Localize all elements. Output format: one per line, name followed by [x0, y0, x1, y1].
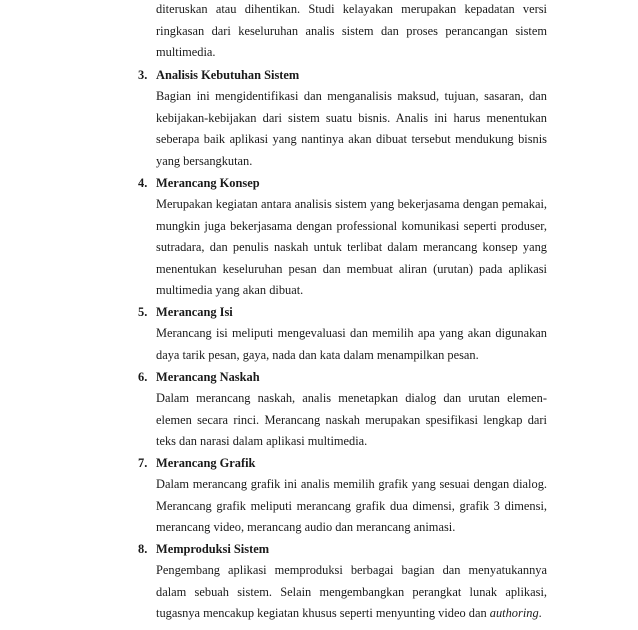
section-heading-merancang-naskah	[138, 369, 558, 385]
section-number: 4.	[138, 176, 148, 190]
section-title: Analisis Kebutuhan Sistem	[156, 68, 300, 82]
section-body-merancang-naskah: Dalam merancang naskah, analis menetapkan dialog dan urutan elemen-elemen secara rinci. Merancang naskah merupakan spesifikasi lengkap dari teks dan narasi dalam aplikasi multimedia.	[156, 391, 547, 449]
section-number: 8.	[138, 542, 148, 556]
body-text: Pengembang aplikasi memproduksi berbagai bagian dan menyatukannya dalam sebuah sistem. Selain mengembangkan perangkat lunak aplikasi, tugasnya mencakup kegiatan khusus seperti menyunting video dan	[156, 563, 547, 621]
section-title: Merancang Konsep	[156, 176, 260, 190]
section-heading-merancang-konsep	[138, 175, 558, 191]
section-title: Merancang Isi	[156, 305, 233, 319]
section-body-merancang-grafik: Dalam merancang grafik ini analis memilih grafik yang sesuai dengan dialog. Merancang grafik meliputi merancang grafik dua dimensi, grafik 3 dimensi, merancang video, merancang audio dan merancang animasi.	[156, 477, 547, 535]
section-title: Merancang Naskah	[156, 370, 260, 384]
section-number: 6.	[138, 370, 148, 384]
section-title: Merancang Grafik	[156, 456, 256, 470]
section-heading-memproduksi-sistem	[138, 541, 558, 557]
section-number: 7.	[138, 456, 148, 470]
section-heading-merancang-grafik	[138, 455, 558, 471]
intro-paragraph: diteruskan atau dihentikan. Studi kelayakan merupakan kepadatan versi ringkasan dari keseluruhan analis sistem dan proses perancangan sistem multimedia.	[156, 2, 547, 60]
body-text-end: .	[538, 606, 542, 621]
section-body-merancang-konsep: Merupakan kegiatan antara analisis sistem yang bekerjasama dengan pemakai, mungkin juga bekerjasama dengan professional komunikasi seperti produser, sutradara, dan penulis naskah untuk terlibat dalam merancang konsep yang menentukan keseluruhan pesan dan membuat aliran (urutan) pada aplikasi multimedia yang akan dibuat.	[156, 197, 547, 298]
section-body-memproduksi-sistem	[156, 560, 547, 625]
italic-term-authoring: authoring	[489, 606, 539, 621]
section-heading-merancang-isi	[138, 304, 558, 320]
section-number: 3.	[138, 68, 148, 82]
section-number: 5.	[138, 305, 148, 319]
section-body-merancang-isi: Merancang isi meliputi mengevaluasi dan memilih apa yang akan digunakan daya tarik pesan, gaya, nada dan kata dalam menampilkan pesan.	[156, 326, 547, 362]
section-title: Memproduksi Sistem	[156, 542, 270, 556]
section-heading-analisis-kebutuhan-sistem	[138, 67, 558, 83]
section-body-analisis-kebutuhan-sistem: Bagian ini mengidentifikasi dan menganalisis maksud, tujuan, sasaran, dan kebijakan-kebijakan dari sistem suatu bisnis. Analis ini harus menentukan seberapa baik aplikasi yang nantinya akan dibuat tersebut mendukung bisnis yang bersangkutan.	[156, 89, 547, 168]
